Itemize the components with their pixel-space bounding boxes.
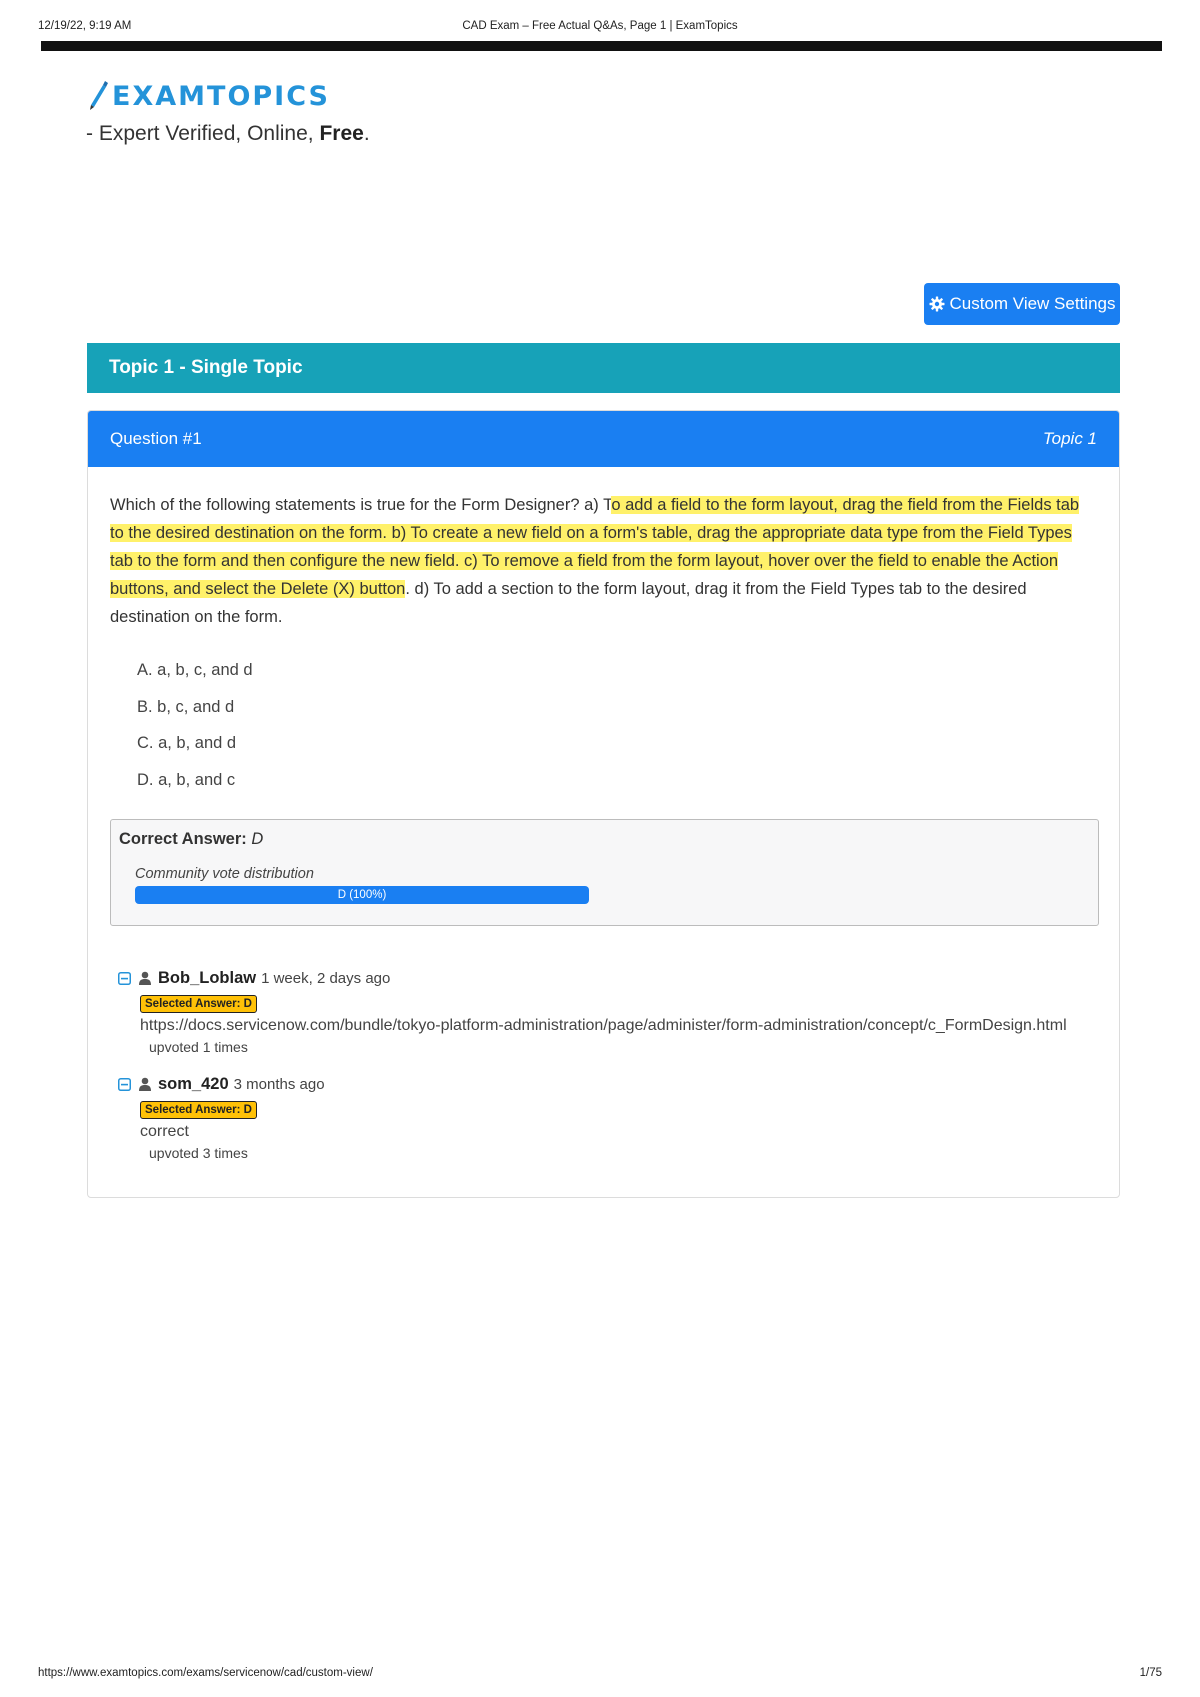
vote-bar-label: D (100%)	[337, 889, 387, 901]
correct-answer-label: Correct Answer:	[119, 830, 247, 848]
upvote-count: upvoted 3 times	[149, 1145, 248, 1161]
choice-a[interactable]: A. a, b, c, and d	[137, 661, 253, 679]
user-icon	[139, 971, 151, 985]
tagline-bold: Free	[319, 122, 364, 145]
comment-time: 3 months ago	[233, 1075, 325, 1093]
print-header	[38, 20, 1162, 36]
correct-answer	[119, 830, 1090, 849]
question-topic-label: Topic 1	[1042, 429, 1097, 448]
top-divider-bar	[41, 41, 1162, 51]
question-text	[110, 491, 1097, 631]
pencil-logo-icon	[88, 79, 110, 113]
question-number: Question #1	[110, 429, 202, 448]
comment-username[interactable]: som_420	[158, 1074, 229, 1093]
question-text-intro: Which of the following statements is true for the Form Designer? a) T	[110, 496, 612, 514]
comment-time: 1 week, 2 days ago	[261, 969, 391, 987]
collapse-toggle-icon[interactable]	[118, 972, 131, 985]
choice-b[interactable]: B. b, c, and d	[137, 697, 235, 716]
tagline	[86, 122, 370, 146]
examtopics-logo[interactable]	[88, 76, 330, 116]
choice-d[interactable]: D. a, b, and c	[137, 770, 236, 789]
collapse-toggle-icon[interactable]	[118, 1078, 131, 1091]
comment-text: correct	[140, 1123, 189, 1140]
topic-header	[87, 343, 1120, 393]
selected-answer-badge: Selected Answer: D	[140, 995, 257, 1013]
answer-choices	[137, 661, 1097, 807]
tagline-suffix: .	[363, 122, 370, 145]
comment	[118, 1072, 1097, 1161]
selected-answer-badge: Selected Answer: D	[140, 1101, 257, 1119]
comment-username[interactable]: Bob_Loblaw	[158, 968, 257, 987]
comment-header	[118, 1072, 1097, 1096]
print-url: https://www.examtopics.com/exams/servicenow/cad/custom-view/	[38, 1667, 373, 1679]
upvote-count: upvoted 1 times	[149, 1039, 248, 1055]
print-page-number: 1/75	[1139, 1667, 1162, 1679]
question-text-tail: . d) To add a section to the form layout, drag it from the Field Types tab to the desired destination on the form.	[110, 580, 1027, 626]
print-page-title: CAD Exam – Free Actual Q&As, Page 1 | ExamTopics	[462, 20, 738, 32]
comment-header	[118, 966, 1097, 990]
user-icon	[139, 1077, 151, 1091]
choice-c[interactable]: C. a, b, and d	[137, 734, 237, 752]
comment-text: https://docs.servicenow.com/bundle/tokyo-platform-administration/page/administer/form-administration/concept/c_FormDesign.html	[140, 1017, 1067, 1034]
question-card-body	[88, 467, 1119, 1161]
correct-answer-box	[110, 819, 1099, 926]
gear-icon	[929, 296, 945, 312]
correct-answer-value: D	[251, 830, 264, 848]
tagline-prefix: - Expert Verified, Online,	[86, 122, 320, 145]
topic-header-label: Topic 1 - Single Topic	[109, 357, 303, 378]
question-card	[87, 410, 1120, 1198]
question-card-header	[88, 411, 1119, 467]
vote-distribution-caption: Community vote distribution	[135, 866, 314, 882]
logo-text: EXAMTOPICS	[112, 80, 330, 112]
vote-distribution-bar	[135, 886, 589, 904]
custom-view-settings-button[interactable]	[924, 283, 1120, 325]
vote-distribution-track	[135, 886, 589, 904]
custom-view-settings-label: Custom View Settings	[949, 294, 1116, 313]
question-text-highlight: o add a field to the form layout, drag the field from the Fields tab to the desired destination on the form. b) To create a new field on a form's table, drag the appropriate data type from the Field Types tab to the form and then configure the new field. c) To remove a field from the form layout, hover over the field to enable the Action buttons, and select the Delete (X) button	[110, 496, 1080, 598]
print-datetime: 12/19/22, 9:19 AM	[38, 20, 132, 32]
comment	[118, 966, 1097, 1055]
